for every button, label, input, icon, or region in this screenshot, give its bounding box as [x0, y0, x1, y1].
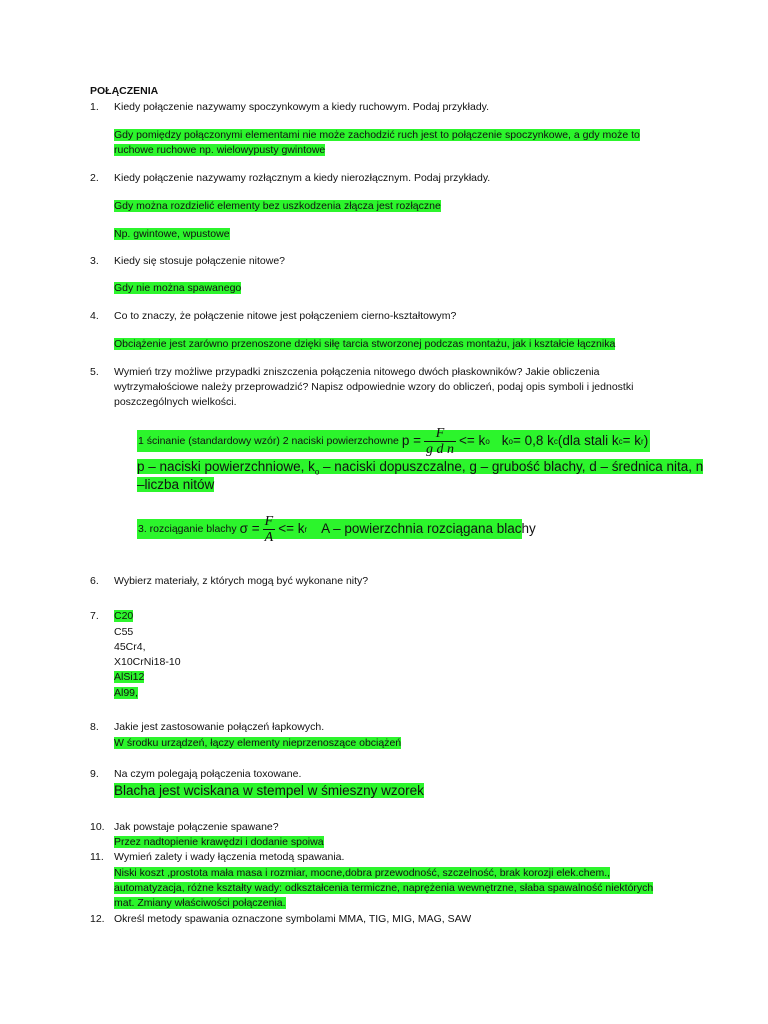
formula1-ko-sub: o	[508, 436, 513, 446]
formula3-desc: A – powierzchnia rozciągana blachy	[321, 521, 536, 536]
a1-line1: Gdy pomiędzy połączonymi elementami nie może zachodzić ruch jest to połączenie spoczynkowe, a gdy może to	[114, 129, 640, 141]
q7-item-4: X10CrNi18-10	[114, 656, 181, 668]
formula3-rhs: <= k	[278, 521, 305, 536]
q6-number: 6.	[90, 575, 99, 587]
formula3-rhs-sub: r	[304, 524, 308, 534]
formula1-desc-line2: –liczba nitów	[137, 477, 215, 492]
q11-line2: automatyzacja, różne kształty wady: odkształcenia termiczne, naprężenia wewnętrzne, słaba spawalność niektórych	[114, 882, 654, 894]
formula1-label: 1 ścinanie (standardowy wzór) 2 naciski powierzchowne	[138, 434, 399, 447]
q11-text: Wymień zalety i wady łączenia metodą spawania.	[114, 851, 345, 863]
q1-text: Kiedy połączenie nazywamy spoczynkowym a kiedy ruchowym. Podaj przykłady.	[114, 101, 490, 113]
formula1-tail-sub2: r	[641, 436, 644, 446]
q12-number: 12.	[90, 913, 105, 925]
q10-text: Jak powstaje połączenie spawane?	[114, 821, 279, 833]
a3-line1: Gdy nie można spawanego	[114, 282, 242, 294]
formula1-numerator: F	[424, 426, 456, 442]
formula1-rhs: <= k	[459, 433, 486, 448]
q7-item-1: C20	[114, 610, 134, 622]
formula1-desc-line1	[137, 459, 704, 477]
q9-number: 9.	[90, 768, 99, 780]
formula1-ko: k	[501, 433, 509, 448]
desc-line1-a: p – naciski powierzchniowe, k	[137, 459, 315, 474]
q4-number: 4.	[90, 310, 99, 322]
q10-answer: Przez nadtopienie krawędzi i dodanie spoiwa	[114, 836, 324, 848]
formula1-lhs: p =	[401, 433, 422, 448]
q3-number: 3.	[90, 255, 99, 267]
q3-text: Kiedy się stosuje połączenie nitowe?	[114, 255, 286, 267]
formula3-label: 3. rozciąganie blachy	[138, 522, 237, 535]
formula3-numerator: F	[264, 513, 274, 529]
formula3-lhs: σ =	[239, 521, 260, 536]
formula1-tail2: = k	[622, 433, 642, 448]
q2-text: Kiedy połączenie nazywamy rozłącznym a kiedy nierozłącznym. Podaj przykłady.	[114, 172, 491, 184]
q8-text: Jakie jest zastosowanie połączeń łapkowych.	[114, 721, 325, 733]
desc-line1-b: – naciski dopuszczalne, g – grubość blachy, d – średnica nita, n	[319, 459, 704, 474]
q7-item-2: C55	[114, 626, 134, 638]
q8-answer: W środku urządzeń, łączy elementy nieprzenoszące obciążeń	[114, 737, 402, 749]
q11-number: 11.	[90, 851, 104, 863]
a1-line2: ruchowe ruchowe np. wielowypusty gwintowe	[114, 144, 326, 156]
q2-number: 2.	[90, 172, 99, 184]
q7-item-6: Al99,	[114, 687, 138, 699]
formula3-fraction	[263, 514, 276, 545]
formula1-tail-sub: c	[618, 436, 623, 446]
q11-line3: mat. Zmiany właściwości połączenia.	[114, 897, 286, 909]
q7-item-3: 45Cr4,	[114, 641, 146, 653]
formula1-tail: (dla stali k	[557, 433, 619, 448]
q9-text: Na czym polegają połączenia toxowane.	[114, 768, 302, 780]
desc-sub: o	[314, 467, 320, 477]
formula1-kc-sub: c	[553, 436, 558, 446]
q5-line3: poszczególnych wielkości.	[114, 396, 237, 408]
formula1-denominator: g d n	[426, 441, 455, 457]
q5-line2: wytrzymałościowe należy przeprowadzić? Napisz odpowiednie wzory do obliczeń, podaj opis symboli i jednostki	[114, 381, 634, 393]
q4-text: Co to znaczy, że połączenie nitowe jest połączeniem cierno-kształtowym?	[114, 310, 457, 322]
formula3-denominator: A	[264, 529, 274, 545]
q9-answer: Blacha jest wciskana w stempel w śmieszny wzorek	[114, 783, 424, 798]
a2-line2: Np. gwintowe, wpustowe	[114, 228, 230, 240]
formula1-rhs-sub: o	[485, 436, 490, 446]
q12-text: Określ metody spawania oznaczone symbolami MMA, TIG, MIG, MAG, SAW	[114, 913, 472, 925]
q11-line1: Niski koszt ,prostota mała masa i rozmiar, mocne,dobra przewodność, szczelność, brak korozji elek.chem.,	[114, 867, 611, 879]
formula1	[138, 424, 648, 458]
q10-number: 10.	[90, 821, 105, 833]
q5-line1: Wymień trzy możliwe przypadki zniszczenia połączenia nitowego dwóch płaskowników? Jakie obliczenia	[114, 366, 600, 378]
q7-item-5: AlSi12	[114, 671, 145, 683]
q1-number: 1.	[90, 101, 99, 113]
formula1-ko-rest: = 0,8 k	[512, 433, 554, 448]
formula1-fraction	[424, 426, 456, 457]
q8-number: 8.	[90, 721, 99, 733]
q7-number: 7.	[90, 610, 99, 622]
q5-number: 5.	[90, 366, 99, 378]
formula3	[138, 512, 536, 546]
q6-text: Wybierz materiały, z których mogą być wykonane nity?	[114, 575, 369, 587]
a4-line1: Obciążenie jest zarówno przenoszone dzięki siłę tarcia stworzonej podczas montażu, jak i kształcie łącznika	[114, 338, 616, 350]
formula1-tail3: )	[643, 433, 649, 448]
document-title: POŁĄCZENIA	[90, 85, 159, 97]
a2-line1: Gdy można rozdzielić elementy bez uszkodzenia złącza jest rozłączne	[114, 200, 441, 212]
